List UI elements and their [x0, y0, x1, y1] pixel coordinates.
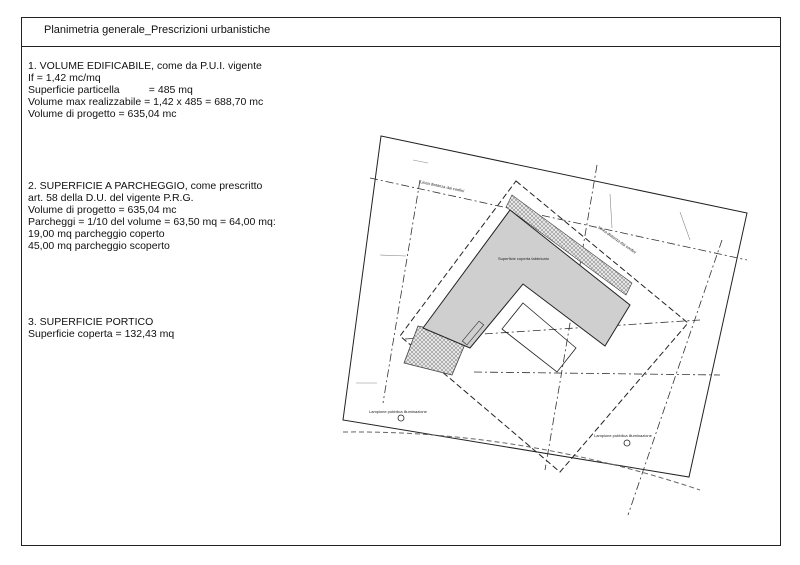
parcel-boundary — [343, 136, 747, 477]
setback-label: Linea distanza dai confini — [597, 224, 638, 255]
volume-line: Volume di progetto = 635,04 mc — [28, 108, 177, 120]
portico-line: Superficie coperta = 132,43 mq — [28, 328, 175, 340]
street-edge — [343, 432, 700, 490]
lamp-label: Lampione pubblica illuminazione — [369, 409, 427, 414]
portico-heading: 3. SUPERFICIE PORTICO — [28, 316, 154, 328]
volume-line: Superficie particella = 485 mq — [28, 84, 193, 96]
building-label: Superficie coperta fabbricato — [498, 256, 549, 261]
volume-line: Volume max realizzabile = 1,42 x 485 = 688,70 mc — [28, 96, 264, 108]
volume-heading: 1. VOLUME EDIFICABILE, come da P.U.I. vigente — [28, 60, 262, 72]
parking-line: 19,00 mq parcheggio coperto — [28, 228, 165, 240]
lamp-icon — [398, 415, 404, 421]
parking-line: Parcheggi = 1/10 del volume = 63,50 mq = 64,00 mq: — [28, 216, 276, 228]
parking-line: 45,00 mq parcheggio scoperto — [28, 240, 170, 252]
parking-line: art. 58 della D.U. del vigente P.R.G. — [28, 192, 194, 204]
volume-line: If = 1,42 mc/mq — [28, 72, 101, 84]
lamp-label: Lampione pubblica illuminazione — [594, 433, 652, 438]
setback-label: Linea distanza dai confini — [419, 179, 465, 194]
lamp-icon — [624, 440, 630, 446]
sheet-title: Planimetria generale_Prescrizioni urbanistiche — [44, 24, 271, 36]
parking-heading: 2. SUPERFICIE A PARCHEGGIO, come prescritto — [28, 180, 263, 192]
building-footprint — [423, 210, 630, 348]
parking-line: Volume di progetto = 635,04 mc — [28, 204, 177, 216]
